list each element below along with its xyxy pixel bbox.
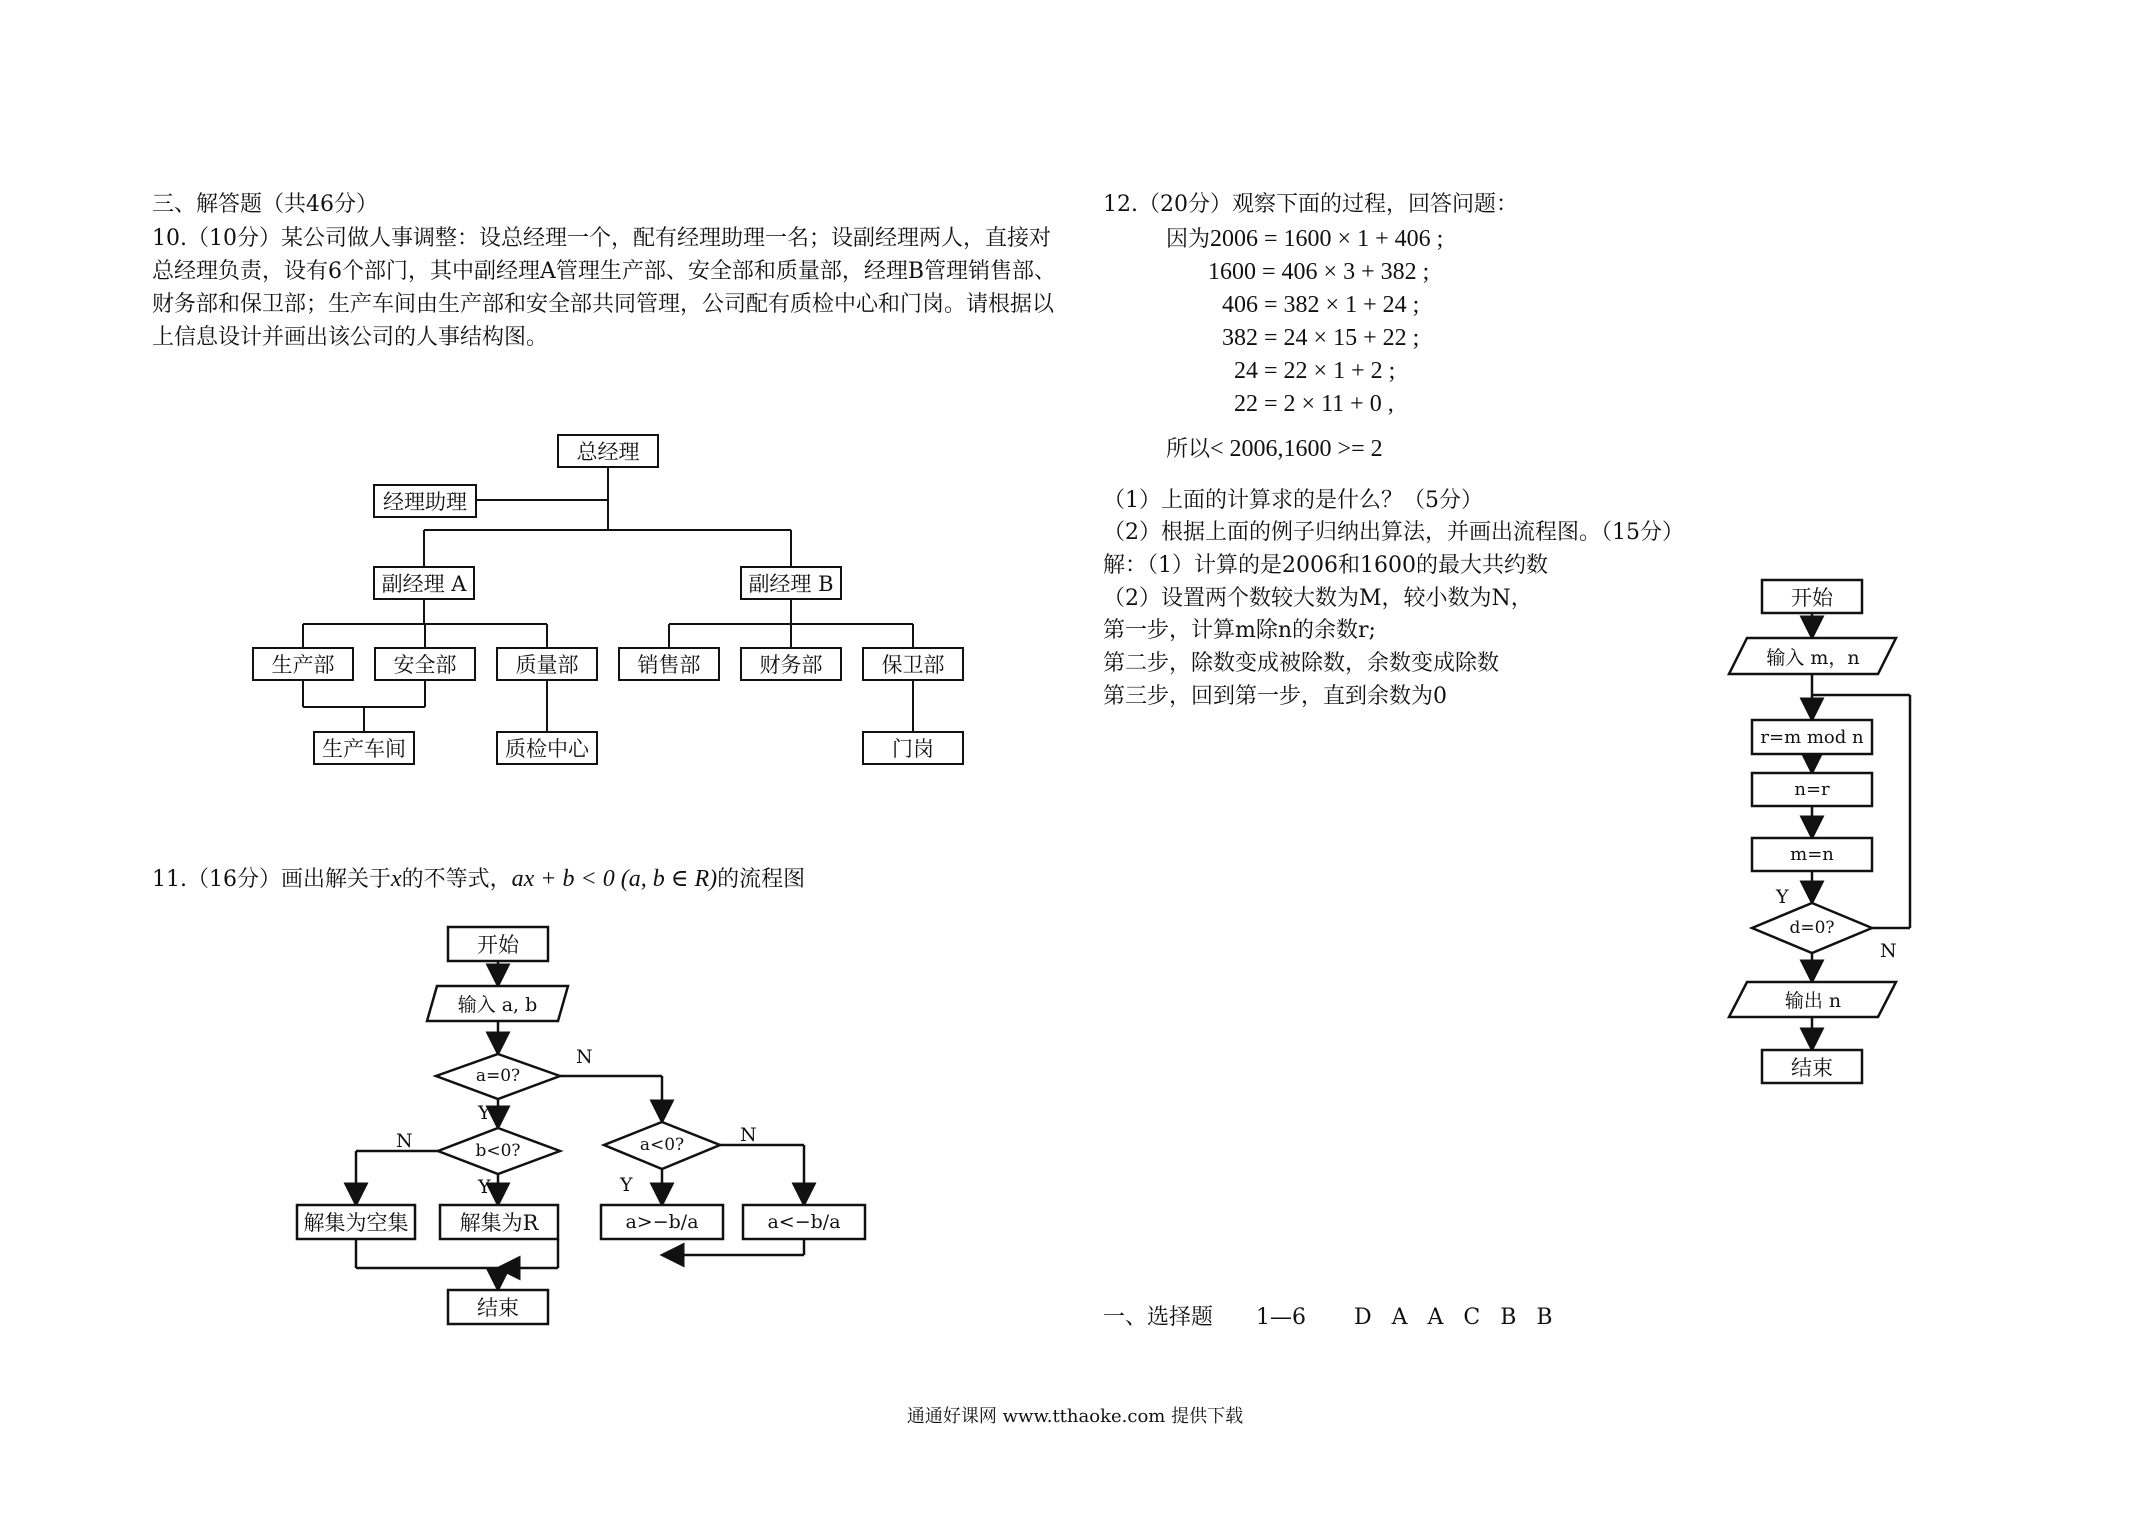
flow1-label-n3: N [740,1124,757,1146]
section-title: 三、解答题（共46分） [152,192,378,217]
flow2-n-equals-r: n=r [1794,779,1830,800]
answer-2: （2）设置两个数较大数为M，较小数为N， [1103,586,1533,611]
flow1-result-greater: a>−b/a [625,1211,699,1233]
question-11-text: 11.（16分）画出解关于x的不等式，ax + b < 0 (a, b ∈ R)的流程图 [152,866,806,892]
flow1-empty-set: 解集为空集 [303,1211,409,1235]
question-10-text: 10.（10分）某公司做人事调整：设总经理一个，配有经理助理一名；设副经理两人，直接对总经理负责，设有6个部门，其中副经理A管理生产部、安全部和质量部，经理B管理销售部、财务部和保卫部；生产车间由生产部和安全部共同管理，公司配有质检中心和门岗。请根据以上信息设计并画出该公司的人事结构图。 [152,226,1057,350]
org-vice-manager-a: 副经理 A [373,566,475,600]
flow1-label-n2: N [396,1130,413,1152]
flow1-end: 结束 [477,1296,519,1320]
flow1-condition-a-zero: a=0? [475,1066,521,1086]
flow2-label-y: Y [1776,886,1789,908]
org-general-manager: 总经理 [557,434,659,468]
step-3: 第三步，回到第一步，直到余数为0 [1103,684,1447,709]
answers-range: 1—6 [1256,1305,1306,1330]
equation-3: 406 = 382 × 1 + 24 ; [1222,292,1420,318]
flow1-solution-r: 解集为R [459,1211,539,1235]
question-12-text: 12.（20分）观察下面的过程，回答问题： [1103,192,1518,217]
flow2-condition: d=0? [1789,918,1835,938]
equation-1: 因为2006 = 1600 × 1 + 406 ; [1166,226,1444,252]
org-security-dept: 保卫部 [862,647,964,681]
org-production-workshop: 生产车间 [313,731,415,765]
answers-label: 一、选择题 [1103,1305,1214,1330]
answers-list: D A A C B B [1354,1305,1555,1330]
flow1-label-n1: N [576,1046,593,1068]
org-sales-dept: 销售部 [618,647,720,681]
flow2-m-equals-n: m=n [1790,844,1834,865]
flow2-mod: r=m mod n [1760,726,1864,748]
equation-5: 24 = 22 × 1 + 2 ; [1234,358,1396,384]
org-production-dept: 生产部 [252,647,354,681]
sub-question-2: （2）根据上面的例子归纳出算法，并画出流程图。（15分） [1103,520,1684,545]
org-vice-manager-b: 副经理 B [740,566,842,600]
flow2-label-n: N [1880,940,1897,962]
org-safety-dept: 安全部 [374,647,476,681]
flow1-input: 输入 a, b [457,994,538,1016]
flow1-label-y1: Y [478,1102,491,1124]
org-qc-center: 质检中心 [496,731,598,765]
flow2-end: 结束 [1791,1055,1833,1080]
sub-question-1: （1）上面的计算求的是什么？（5分） [1103,488,1483,513]
org-finance-dept: 财务部 [740,647,842,681]
flow1-start: 开始 [477,933,519,957]
flow1-label-y2: Y [478,1176,491,1198]
org-manager-assistant: 经理助理 [373,484,477,518]
answer-1: 解：（1）计算的是2006和1600的最大共约数 [1103,553,1548,578]
equation-2: 1600 = 406 × 3 + 382 ; [1208,259,1430,285]
org-quality-dept: 质量部 [496,647,598,681]
flow2-output: 输出 n [1784,990,1842,1012]
flow2-input: 输入 m，n [1766,646,1860,669]
page-footer: 通通好课网 www.tthaoke.com 提供下载 [906,1406,1244,1427]
equation-4: 382 = 24 × 15 + 22 ; [1222,325,1420,351]
org-gate: 门岗 [862,731,964,765]
flow2-start: 开始 [1791,585,1833,610]
flow1-condition-a-negative: a<0? [639,1135,685,1155]
flow1-label-y3: Y [620,1174,633,1196]
step-2: 第二步，除数变成被除数，余数变成除数 [1103,651,1500,676]
conclusion: 所以< 2006,1600 >= 2 [1166,436,1383,462]
equation-6: 22 = 2 × 11 + 0 , [1234,391,1394,417]
step-1: 第一步，计算m除n的余数r; [1103,618,1376,643]
flow1-condition-b-negative: b<0? [475,1141,521,1161]
flow1-result-less: a<−b/a [767,1211,841,1233]
